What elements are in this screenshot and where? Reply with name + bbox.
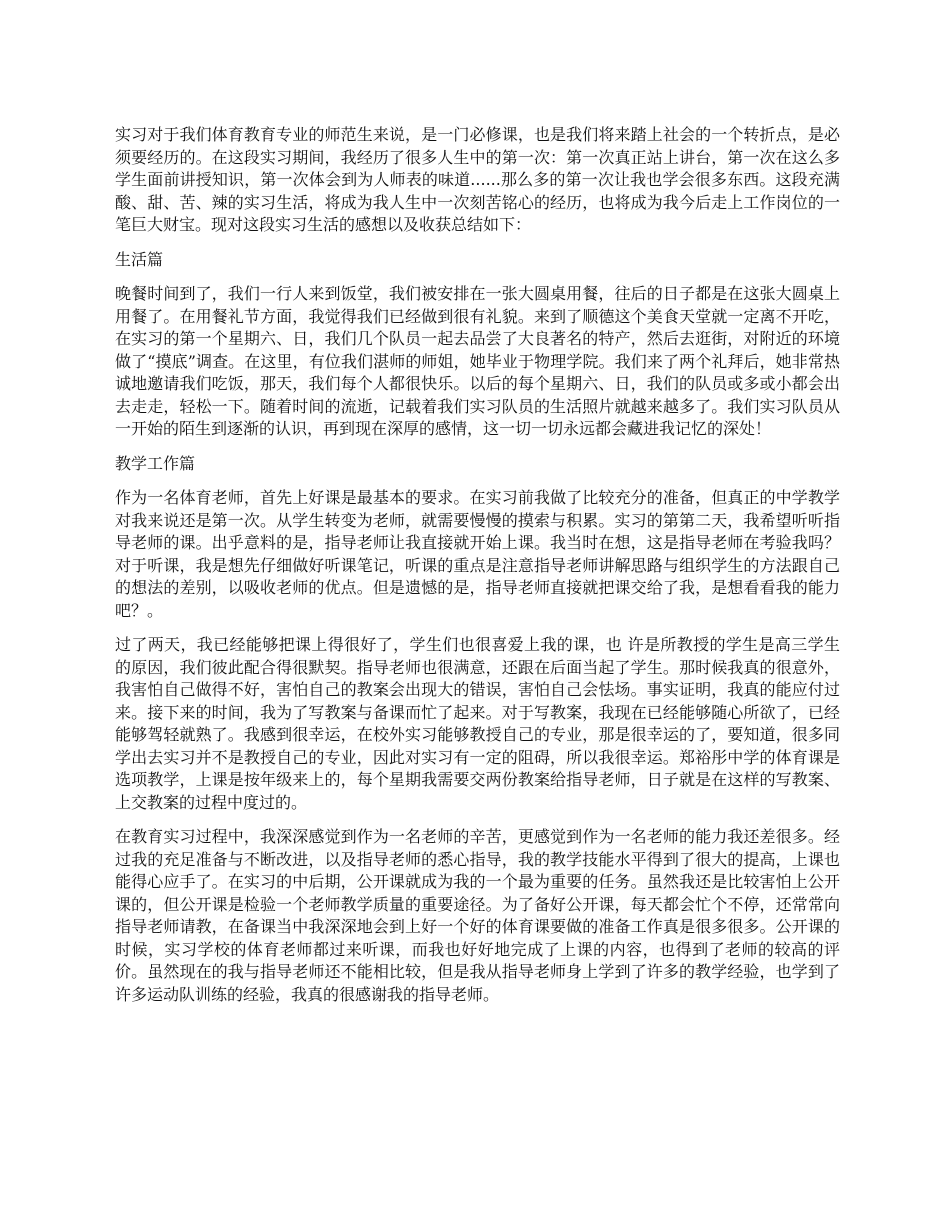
life-paragraph: 晚餐时间到了，我们一行人来到饭堂，我们被安排在一张大圆桌用餐，往后的日子都是在这张大圆桌上用餐了。在用餐礼节方面，我觉得我们已经做到很有礼貌。来到了顺德这个美食天堂就一定离不开吃，在实习的第一个星期六、日，我们几个队员一起去品尝了大良著名的特产，然后去逛街，对附近的环境做了“摸底”调查。在这里，有位我们湛师的师姐，她毕业于物理学院。我们来了两个礼拜后，她非常热诚地邀请我们吃饭，那天，我们每个人都很快乐。以后的每个星期六、日，我们的队员或多或小都会出去走走，轻松一下。随着时间的流逝，记载着我们实习队员的生活照片就越来越多了。我们实习队员从一开始的陌生到逐渐的认识，再到现在深厚的感情，这一切一切永远都会藏进我记忆的深处！ <box>115 284 840 438</box>
teaching-paragraph-1: 作为一名体育老师，首先上好课是最基本的要求。在实习前我做了比较充分的准备，但真正的中学教学对我来说还是第一次。从学生转变为老师，就需要慢慢的摸索与积累。实习的第第二天，我希望听听指导老师的课。出乎意料的是，指导老师让我直接就开始上课。我当时在想，这是指导老师在考验我吗？对于听课，我是想先仔细做好听课笔记，听课的重点是注意指导老师讲解思路与组织学生的方法跟自己的想法的差别，以吸收老师的优点。但是遗憾的是，指导老师直接就把课交给了我，是想看看我的能力吧？。 <box>115 488 840 620</box>
teaching-paragraph-2: 过了两天，我已经能够把课上得很好了，学生们也很喜爱上我的课，也 许是所教授的学生是高三学生的原因，我们彼此配合得很默契。指导老师也很满意，还跟在后面当起了学生。那时候我真的很意外，我害怕自己做得不好，害怕自己的教案会出现大的错误，害怕自己会怯场。事实证明，我真的能应付过来。接下来的时间，我为了写教案与备课而忙了起来。对于写教案，我现在已经能够随心所欲了，已经能够驾轻就熟了。我感到很幸运，在校外实习能够教授自己的专业，那是很幸运的了，要知道，很多同学出去实习并不是教授自己的专业，因此对实习有一定的阻碍，所以我很幸运。郑裕彤中学的体育课是选项教学，上课是按年级来上的，每个星期我需要交两份教案给指导老师，日子就是在这样的写教案、上交教案的过程中度过的。 <box>115 635 840 812</box>
teaching-paragraph-3: 在教育实习过程中，我深深感觉到作为一名老师的辛苦，更感觉到作为一名老师的能力我还差很多。经过我的充足准备与不断改进，以及指导老师的悉心指导，我的教学技能水平得到了很大的提高，上课也能得心应手了。在实习的中后期，公开课就成为我的一个最为重要的任务。虽然我还是比较害怕上公开课的，但公开课是检验一个老师教学质量的重要途径。为了备好公开课，每天都会忙个不停，还常常向指导老师请教，在备课当中我深深地会到上好一个好的体育课要做的准备工作真是很多很多。公开课的时候，实习学校的体育老师都过来听课，而我也好好地完成了上课的内容，也得到了老师的较高的评价。虽然现在的我与指导老师还不能相比较，但是我从指导老师身上学到了许多的教学经验，也学到了许多运动队训练的经验，我真的很感谢我的指导老师。 <box>115 827 840 1004</box>
document-body <box>115 124 840 1018</box>
section-heading-life: 生活篇 <box>115 249 164 269</box>
section-heading-teaching: 教学工作篇 <box>115 453 196 473</box>
intro-paragraph: 实习对于我们体育教育专业的师范生来说，是一门必修课，也是我们将来踏上社会的一个转折点，是必须要经历的。在这段实习期间，我经历了很多人生中的第一次：第一次真正站上讲台，第一次在这么多学生面前讲授知识，第一次体会到为人师表的味道......那么多的第一次让我也学会很多东西。这段充满酸、甜、苦、辣的实习生活，将成为我人生中一次刻苦铭心的经历，也将成为我今后走上工作岗位的一笔巨大财宝。现对这段实习生活的感想以及收获总结如下： <box>115 125 840 234</box>
